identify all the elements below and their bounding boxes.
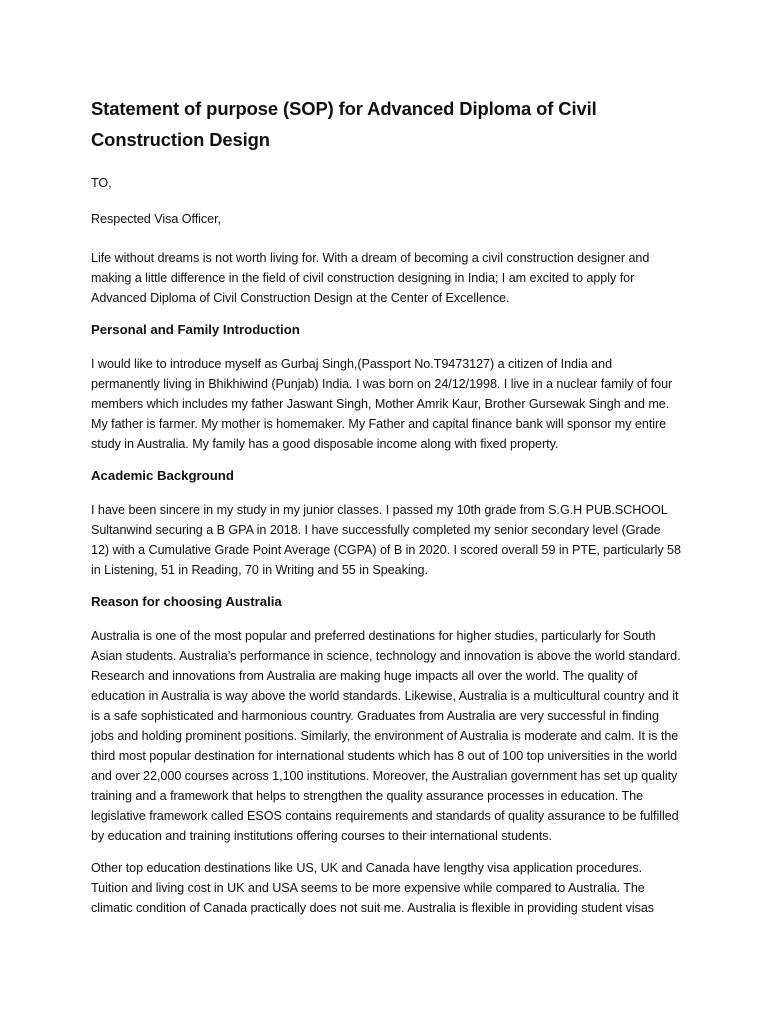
section-heading-academic: Academic Background (91, 468, 234, 483)
salutation-recipient: Respected Visa Officer, (91, 212, 221, 226)
paragraph-personal: I would like to introduce myself as Gurbaj Singh,(Passport No.T9473127) a citizen of India and permanently living in Bhikhiwind (Punjab) India. I was born on 24/12/1998. I live in a nuclear family of four members which includes my father Jaswant Singh, Mother Amrik Kaur, Brother Gursewak Singh and me. My father is farmer. My mother is homemaker. My Father and capital finance bank will sponsor my entire study in Australia. My family has a good disposable income along with fixed property. (91, 357, 673, 451)
intro-paragraph: Life without dreams is not worth living for. With a dream of becoming a civil construction designer and making a little difference in the field of civil construction designing in India; I am excited to apply for Advanced Diploma of Civil Construction Design at the Center of Excellence. (91, 251, 650, 305)
section-heading-australia: Reason for choosing Australia (91, 594, 282, 609)
paragraph-australia-2: Other top education destinations like US, UK and Canada have lengthy visa application procedures. Tuition and living cost in UK and USA seems to be more expensive while compared to Australia. The climatic condition of Canada practically does not suit me. Australia is flexible in providing student visas (91, 861, 655, 915)
paragraph-academic: I have been sincere in my study in my junior classes. I passed my 10th grade from S.G.H PUB.SCHOOL Sultanwind securing a B GPA in 2018. I have successfully completed my senior secondary level (Grade 12) with a Cumulative Grade Point Average (CGPA) of B in 2020. I scored overall 59 in PTE, particularly 58 in Listening, 51 in Reading, 70 in Writing and 55 in Speaking. (91, 503, 681, 577)
section-heading-personal: Personal and Family Introduction (91, 322, 300, 337)
document-page (91, 93, 681, 930)
paragraph-australia-1: Australia is one of the most popular and preferred destinations for higher studies, particularly for South Asian students. Australia’s performance in science, technology and innovation is above the world standard. Research and innovations from Australia are making huge impacts all over the world. The quality of education in Australia is way above the world standards. Likewise, Australia is a multicultural country and it is a safe sophisticated and harmonious country. Graduates from Australia are very successful in finding jobs and holding prominent positions. Similarly, the environment of Australia is moderate and calm. It is the third most popular destination for international students which has 8 out of 100 top universities in the world and over 22,000 courses across 1,100 institutions. Moreover, the Australian government has set up quality training and a framework that helps to strengthen the quality assurance processes in education. The legislative framework called ESOS contains requirements and standards of quality assurance to be fulfilled by education and training institutions offering courses to their international students. (91, 629, 681, 843)
salutation-to: TO, (91, 176, 112, 190)
document-title: Statement of purpose (SOP) for Advanced Diploma of Civil Construction Design (91, 98, 597, 150)
